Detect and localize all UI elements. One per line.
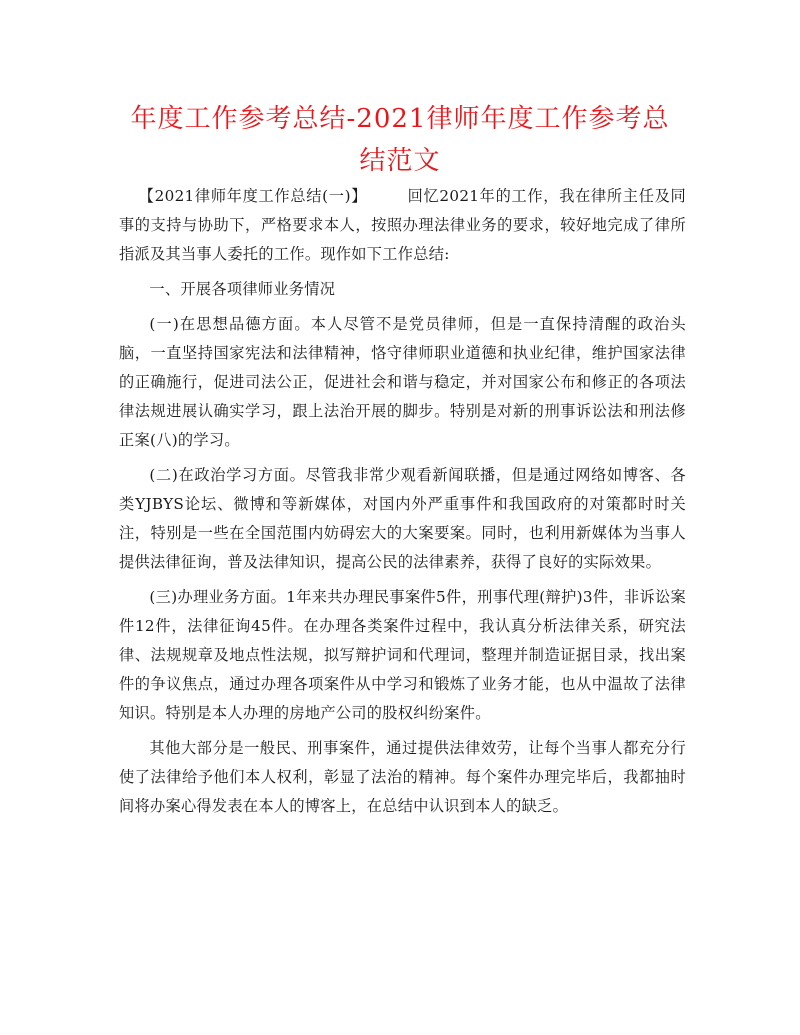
document-body — [119, 182, 686, 827]
intro-paragraph — [119, 182, 686, 269]
intro-label: 【2021律师年度工作总结(一)】 — [138, 187, 368, 205]
paragraph-other-cases: 其他大部分是一般民、刑事案件，通过提供法律效劳，让每个当事人都充分行使了法律给予他们本人权利，彰显了法治的精神。每个案件办理完毕后，我都抽时间将办案心得发表在本人的博客上，在总结中认识到本人的缺乏。 — [119, 739, 686, 815]
document-title: 年度工作参考总结-2021律师年度工作参考总结范文 — [130, 104, 670, 176]
intro-text: 回忆2021年的工作，我在律所主任及同事的支持与协助下，严格要求本人，按照办理法律业务的要求，较好地完成了律所指派及其当事人委托的工作。现作如下工作总结: — [119, 187, 686, 263]
section-heading: 一、开展各项律师业务情况 — [149, 280, 336, 298]
paragraph-ideology: (一)在思想品德方面。本人尽管不是党员律师，但是一直保持清醒的政治头脑，一直坚持国家宪法和法律精神，恪守律师职业道德和执业纪律，维护国家法律的正确施行，促进司法公正，促进社会和谐与稳定，并对国家公布和修正的各项法律法规进展认确实学习，跟上法治开展的脚步。特别是对新的刑事诉讼法和刑法修正案(八)的学习。 — [119, 315, 686, 449]
paragraph-business: (三)办理业务方面。1年来共办理民事案件5件，刑事代理(辩护)3件，非诉讼案件12件，法律征询45件。在办理各类案件过程中，我认真分析法律关系，研究法律、法规规章及地点性法规，拟写辩护词和代理词，整理并制造证据目录，找出案件的争议焦点，通过办理各项案件从中学习和锻炼了业务才能，也从中温故了法律知识。特别是本人办理的房地产公司的股权纠纷案件。 — [119, 588, 686, 722]
paragraph-political-study: (二)在政治学习方面。尽管我非常少观看新闻联播，但是通过网络如博客、各类YJBYS论坛、微博和等新媒体，对国内外严重事件和我国政府的对策都时时关注，特别是一些在全国范围内妨碍宏大的大案要案。同时，也利用新媒体为当事人提供法律征询，普及法律知识，提高公民的法律素养，获得了良好的实际效果。 — [119, 466, 686, 571]
